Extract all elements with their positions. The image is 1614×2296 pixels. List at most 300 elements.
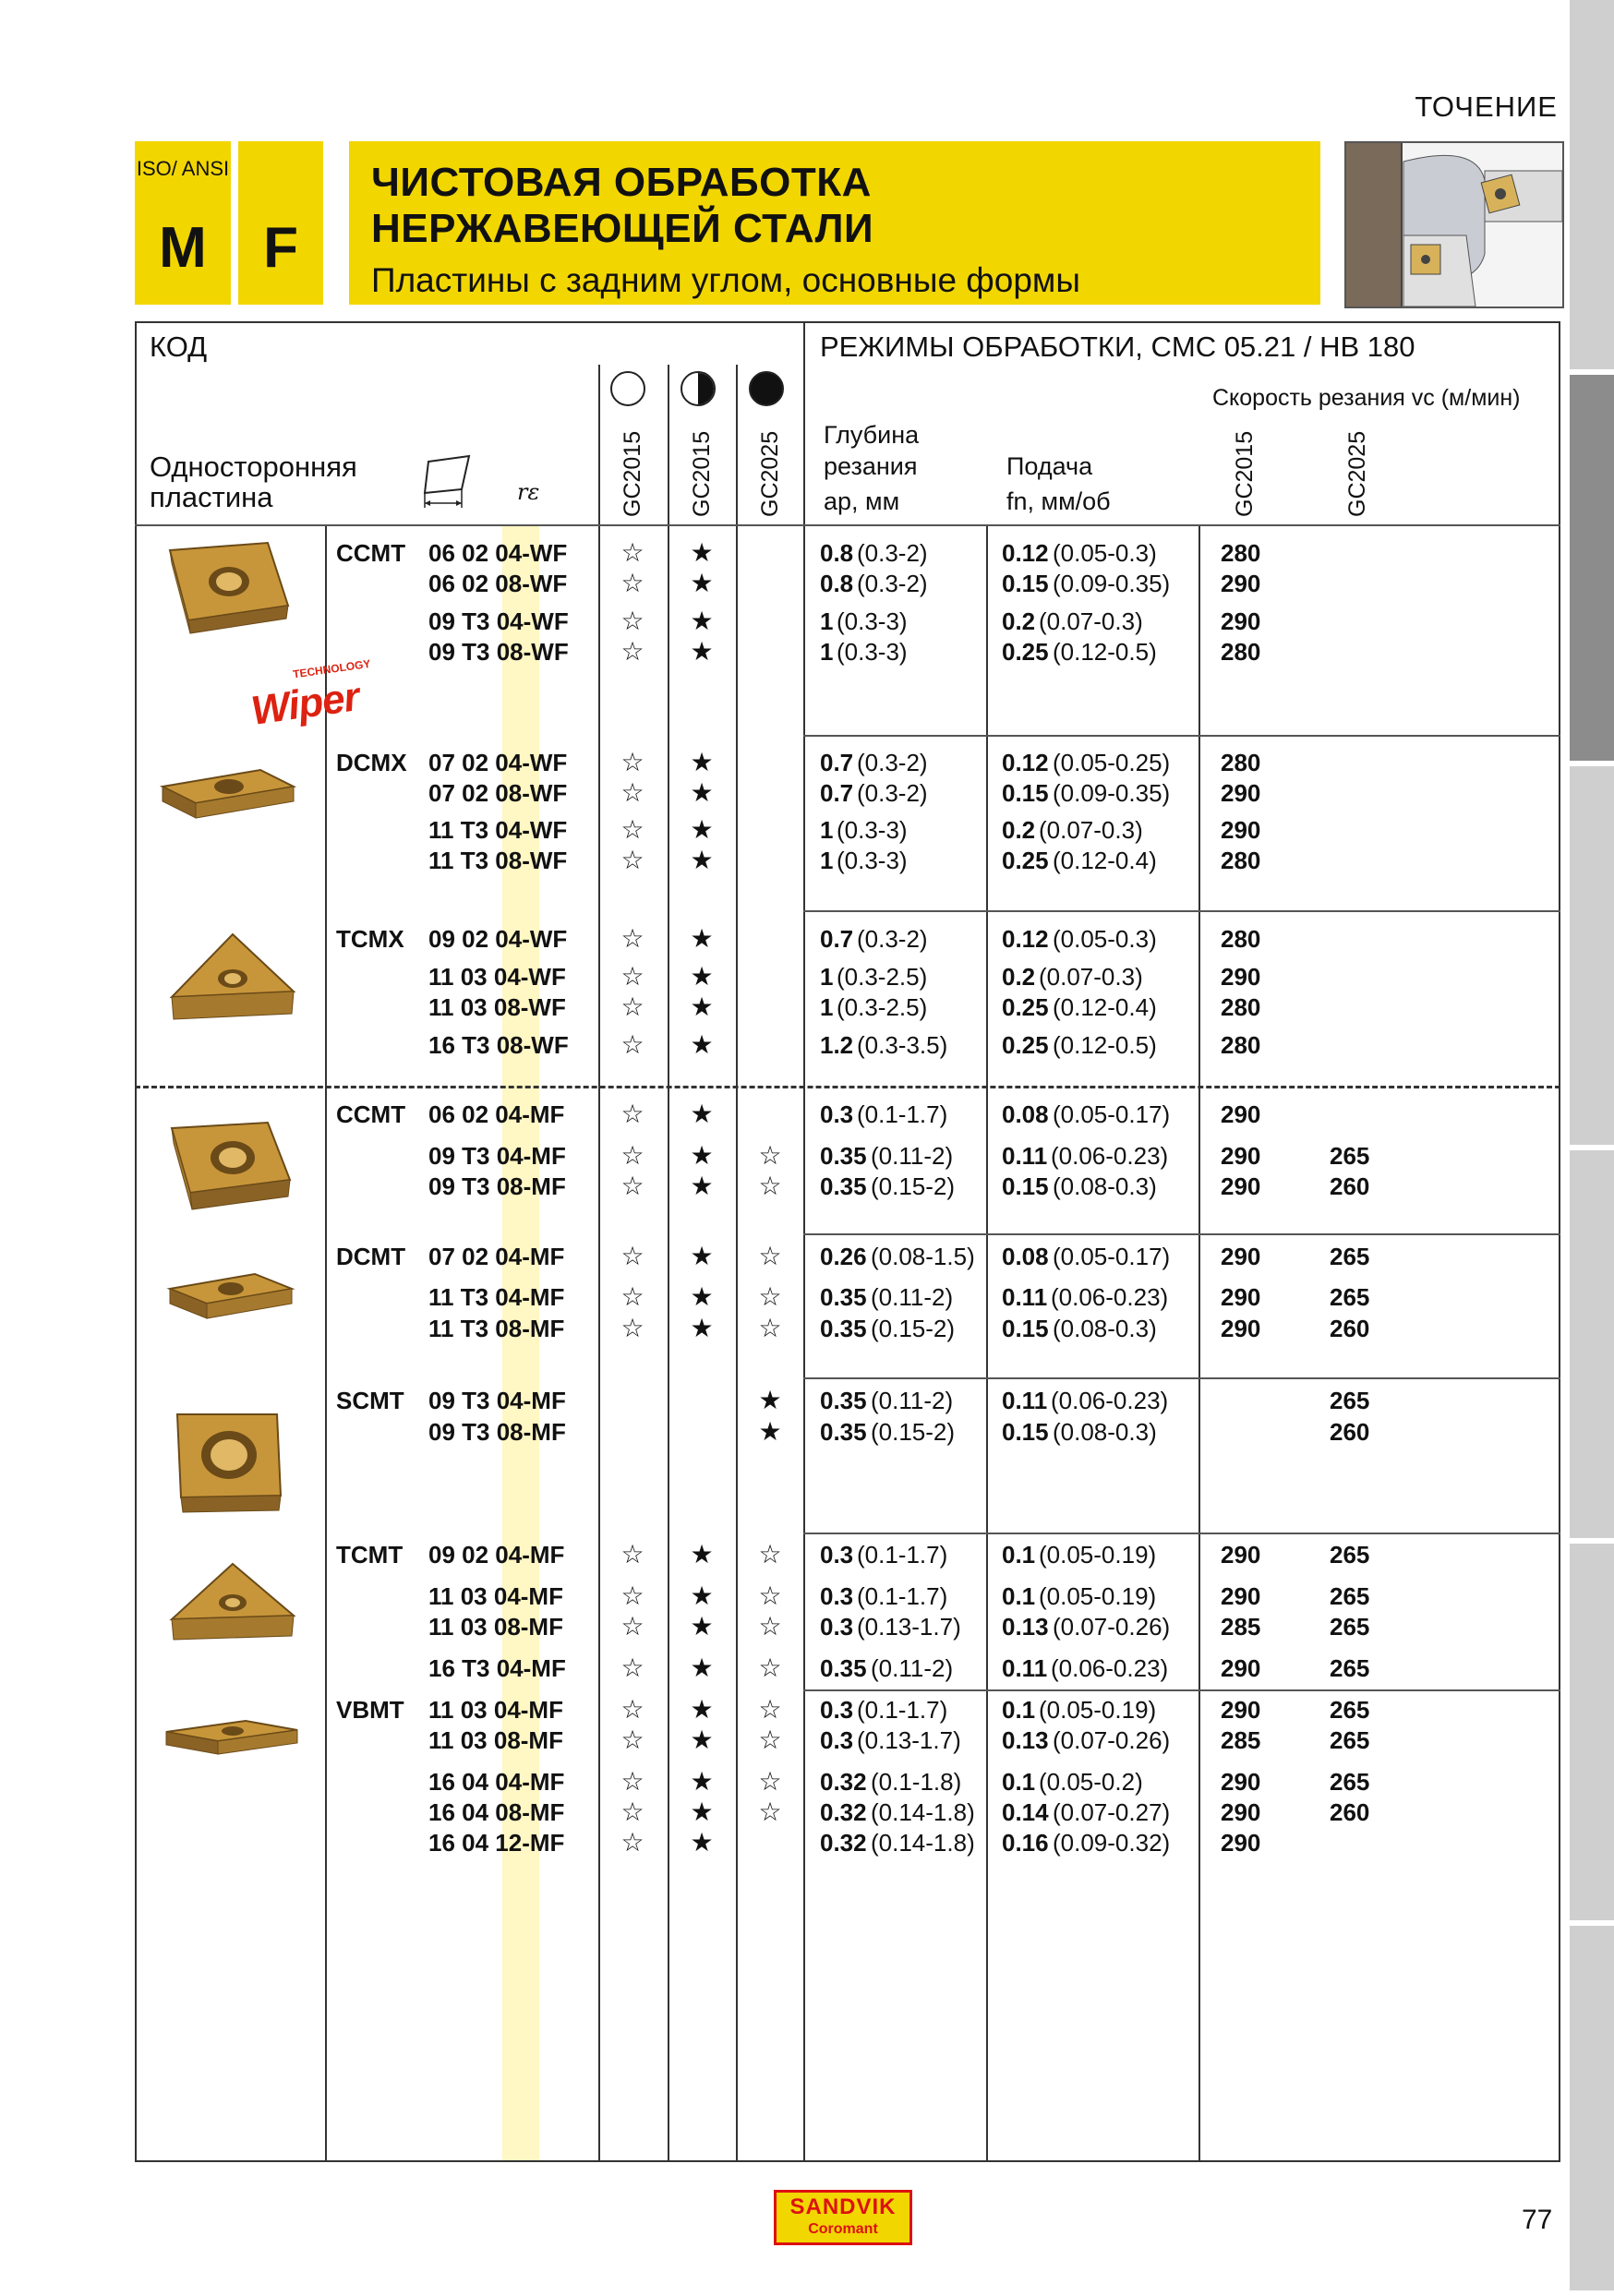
speed-gc2025: 260 [1330,1418,1370,1446]
col-divider-grade1 [668,365,669,2162]
grade1-mark: ☆ [620,1100,644,1128]
col-divider-feed [1198,526,1200,2162]
speed-gc2015: 280 [1221,539,1261,567]
speed-gc2015: 285 [1221,1726,1261,1754]
feed-value: 0.1 [1002,1696,1036,1724]
insert-code: 16 T3 04-MF [428,1654,566,1682]
speed-grade-label-2: GC2025 [1344,430,1370,517]
side-tab-1[interactable] [1570,0,1614,375]
insert-code: 06 02 04-MF [428,1100,565,1128]
depth-range: (0.3-2) [857,570,928,597]
speed-gc2025: 265 [1330,1726,1370,1754]
ccmt-wf-insert-icon [164,541,294,643]
feed-range: (0.08-0.3) [1053,1172,1157,1200]
speed-gc2025: 265 [1330,1582,1370,1610]
wiper-small-text: TECHNOLOGY [292,656,372,681]
depth-value: 0.32 [820,1829,867,1857]
feed-value: 0.15 [1002,570,1049,597]
insert-code: 11 03 08-MF [428,1726,563,1754]
speed-gc2015: 290 [1221,1798,1261,1826]
grade3-mark: ☆ [758,1653,782,1682]
insert-code: 16 T3 08-WF [428,1031,569,1059]
feed-value: 0.08 [1002,1243,1049,1270]
depth-range: (0.3-3.5) [857,1031,948,1059]
depth-range: (0.3-3) [837,816,908,844]
feed-range: (0.06-0.23) [1051,1283,1169,1311]
iso-label: ISO/ ANSI [136,157,230,180]
insert-length-icon [421,452,486,517]
speed-gc2015: 290 [1221,1315,1261,1342]
insert-code: 09 T3 04-MF [428,1142,566,1170]
feed-range: (0.05-0.17) [1053,1100,1171,1128]
grade2-mark: ★ [690,1797,714,1826]
col-divider-depth [986,526,988,2162]
depth-range: (0.3-3) [837,847,908,874]
speed-gc2015: 290 [1221,1696,1261,1724]
feed-range: (0.08-0.3) [1053,1418,1157,1446]
feed-value: 0.11 [1002,1283,1048,1311]
feed-range: (0.09-0.32) [1053,1829,1171,1857]
feed-value: 0.13 [1002,1726,1049,1754]
grade2-mark: ★ [690,637,714,666]
grade3-mark: ☆ [758,1797,782,1826]
speed-gc2015: 280 [1221,1031,1261,1059]
grade1-mark: ☆ [620,815,644,844]
grade3-mark: ☆ [758,1612,782,1641]
feed-value: 0.15 [1002,1172,1049,1200]
header-speed-label: Скорость резания vc (м/мин) [1212,385,1521,411]
grade2-mark: ★ [690,607,714,635]
insert-family: CCMT [336,1100,406,1128]
grade3-mark: ☆ [758,1540,782,1569]
side-tab-turning[interactable] [1570,375,1614,766]
grade1-mark: ☆ [620,569,644,597]
insert-code: 11 T3 04-MF [428,1283,565,1311]
speed-gc2015: 280 [1221,638,1261,666]
speed-gc2015: 290 [1221,1100,1261,1128]
speed-gc2025: 260 [1330,1172,1370,1200]
grade3-mark: ☆ [758,1725,782,1754]
grade3-mark: ☆ [758,1282,782,1311]
feed-value: 0.16 [1002,1829,1049,1857]
speed-gc2015: 290 [1221,1829,1261,1857]
depth-value: 0.7 [820,749,854,776]
section-label: ТОЧЕНИЕ [1415,90,1558,123]
header-bottom-line [135,524,1560,526]
insert-code: 11 03 08-WF [428,993,566,1021]
feed-range: (0.05-0.3) [1053,539,1157,567]
feed-range: (0.07-0.26) [1053,1613,1171,1641]
depth-value: 0.35 [820,1418,867,1446]
header-insert-type-1: Односторонняя [150,451,357,483]
col-divider-grade2 [736,365,738,2162]
side-tab-3[interactable] [1570,766,1614,1150]
depth-range: (0.15-2) [871,1315,956,1342]
depth-range: (0.1-1.7) [857,1100,948,1128]
feed-value: 0.25 [1002,1031,1049,1059]
grade3-mark: ★ [758,1417,782,1446]
col-divider-picture [325,526,327,2162]
depth-range: (0.1-1.7) [857,1582,948,1610]
grade2-mark: ★ [690,962,714,991]
depth-range: (0.3-2) [857,925,928,953]
insert-family: DCMT [336,1243,406,1270]
header-feed-2: fn, мм/об [1006,487,1111,515]
feed-value: 0.25 [1002,993,1049,1021]
feed-range: (0.06-0.23) [1051,1142,1169,1170]
grade2-mark: ★ [690,815,714,844]
depth-value: 0.8 [820,539,854,567]
grade1-mark: ☆ [620,1314,644,1342]
feed-value: 0.1 [1002,1582,1036,1610]
insert-code: 16 04 04-MF [428,1768,565,1796]
speed-gc2015: 290 [1221,779,1261,807]
grade2-mark: ★ [690,1653,714,1682]
depth-value: 0.35 [820,1142,867,1170]
grade3-mark: ☆ [758,1141,782,1170]
grade2-mark: ★ [690,1242,714,1270]
depth-range: (0.13-1.7) [857,1613,961,1641]
grade3-mark: ☆ [758,1767,782,1796]
dcmx-wf-insert-icon [159,759,297,833]
depth-range: (0.11-2) [871,1142,954,1170]
ccmt-mf-insert-icon [166,1119,295,1220]
depth-value: 0.35 [820,1283,867,1311]
insert-code: 11 03 08-MF [428,1613,563,1641]
depth-value: 0.32 [820,1798,867,1826]
speed-gc2015: 290 [1221,1582,1261,1610]
grade1-mark: ☆ [620,1540,644,1569]
grade2-mark: ★ [690,1100,714,1128]
insert-code: 06 02 08-WF [428,570,568,597]
depth-range: (0.3-2) [857,749,928,776]
depth-value: 0.3 [820,1541,854,1569]
grade1-mark: ☆ [620,1030,644,1059]
speed-gc2015: 290 [1221,963,1261,991]
feed-range: (0.05-0.25) [1053,749,1171,776]
speed-gc2015: 285 [1221,1613,1261,1641]
speed-grade-label-1: GC2015 [1232,430,1258,517]
grade1-mark: ☆ [620,1172,644,1200]
row-divider [803,1377,1560,1379]
grade1-mark: ☆ [620,748,644,776]
grade1-mark: ☆ [620,538,644,567]
feed-value: 0.12 [1002,539,1049,567]
insert-code: 09 T3 08-WF [428,638,569,666]
grade2-mark: ★ [690,924,714,953]
depth-value: 1 [820,993,834,1021]
row-divider [803,1233,1560,1235]
feed-range: (0.06-0.23) [1051,1654,1169,1682]
feed-range: (0.12-0.4) [1053,847,1157,874]
insert-code: 09 02 04-MF [428,1541,565,1569]
depth-range: (0.3-3) [837,607,908,635]
grade3-mark: ☆ [758,1242,782,1270]
insert-code: 07 02 04-MF [428,1243,565,1270]
wiper-text: Wiper [248,674,362,734]
feed-range: (0.07-0.27) [1053,1798,1171,1826]
grade1-mark: ☆ [620,1828,644,1857]
depth-range: (0.1-1.7) [857,1541,948,1569]
header-depth-1: Глубина [824,421,920,449]
depth-value: 1.2 [820,1031,854,1059]
insert-code: 07 02 04-WF [428,749,568,776]
feed-range: (0.05-0.3) [1053,925,1157,953]
grade1-mark: ☆ [620,1242,644,1270]
speed-gc2015: 290 [1221,570,1261,597]
speed-gc2025: 260 [1330,1315,1370,1342]
grade2-mark: ★ [690,1695,714,1724]
depth-range: (0.15-2) [871,1172,956,1200]
feed-value: 0.15 [1002,1418,1049,1446]
grade1-mark: ☆ [620,992,644,1021]
feed-range: (0.06-0.23) [1051,1387,1169,1414]
depth-range: (0.3-2) [857,779,928,807]
tool-holder-icon [1346,143,1562,307]
wf-mf-divider [135,1086,1560,1088]
grade2-mark: ★ [690,846,714,874]
feed-range: (0.07-0.3) [1039,816,1143,844]
depth-value: 1 [820,963,834,991]
grade2-mark: ★ [690,1767,714,1796]
feed-range: (0.07-0.3) [1039,607,1143,635]
feed-value: 0.15 [1002,779,1049,807]
grade1-mark: ☆ [620,637,644,666]
grade1-mark: ☆ [620,1725,644,1754]
depth-range: (0.08-1.5) [871,1243,975,1270]
grade3-mark: ☆ [758,1581,782,1610]
feed-value: 0.13 [1002,1613,1049,1641]
insert-family: TCMT [336,1541,404,1569]
feed-value: 0.14 [1002,1798,1049,1826]
insert-code: 09 T3 04-WF [428,607,569,635]
grade1-mark: ☆ [620,607,644,635]
grade2-mark: ★ [690,748,714,776]
feed-value: 0.2 [1002,963,1036,991]
feed-value: 0.2 [1002,816,1036,844]
insert-code: 11 03 04-MF [428,1696,563,1724]
grade1-mark: ☆ [620,924,644,953]
speed-gc2015: 280 [1221,925,1261,953]
speed-gc2025: 265 [1330,1696,1370,1724]
brand-name: SANDVIK [789,2194,897,2219]
grade2-mark: ★ [690,569,714,597]
grade2-mark: ★ [690,1612,714,1641]
grade1-mark: ☆ [620,1695,644,1724]
grade1-mark: ☆ [620,1282,644,1311]
speed-gc2015: 290 [1221,607,1261,635]
grade1-mark: ☆ [620,1612,644,1641]
speed-gc2025: 265 [1330,1613,1370,1641]
insert-code: 09 T3 04-MF [428,1387,566,1414]
feed-value: 0.12 [1002,749,1049,776]
feed-range: (0.12-0.5) [1053,1031,1157,1059]
insert-family: CCMT [336,539,406,567]
depth-range: (0.3-2) [857,539,928,567]
grade3-mark: ☆ [758,1172,782,1200]
page-number: 77 [1522,2205,1553,2235]
grade1-mark: ☆ [620,846,644,874]
speed-gc2025: 265 [1330,1768,1370,1796]
insert-family: DCMX [336,749,407,776]
header-cutting-data: РЕЖИМЫ ОБРАБОТКИ, CMC 05.21 / HB 180 [820,331,1415,363]
header-code: КОД [150,331,208,363]
grade2-mark: ★ [690,1172,714,1200]
depth-range: (0.11-2) [871,1654,954,1682]
grade1-mark: ☆ [620,962,644,991]
insert-code: 11 T3 08-MF [428,1315,565,1342]
page-title [371,160,873,252]
insert-code: 11 03 04-MF [428,1582,563,1610]
feed-value: 0.15 [1002,1315,1049,1342]
roughing-circle-icon [749,371,784,406]
row-divider [803,735,1560,737]
grade3-mark: ☆ [758,1314,782,1342]
tcmt-mf-insert-icon [168,1560,297,1653]
col-divider-code [598,365,600,2162]
feed-value: 0.25 [1002,638,1049,666]
row-divider [803,1533,1560,1534]
depth-value: 1 [820,638,834,666]
depth-range: (0.1-1.7) [857,1696,948,1724]
speed-gc2025: 265 [1330,1654,1370,1682]
grade3-mark: ★ [758,1386,782,1414]
grade2-mark: ★ [690,1828,714,1857]
side-tab-5[interactable] [1570,1544,1614,1926]
feed-value: 0.08 [1002,1100,1049,1128]
row-divider [803,910,1560,912]
speed-gc2015: 280 [1221,749,1261,776]
insert-code: 06 02 04-WF [428,539,568,567]
depth-range: (0.1-1.8) [871,1768,962,1796]
depth-value: 1 [820,816,834,844]
feed-value: 0.1 [1002,1768,1036,1796]
insert-code: 11 T3 04-WF [428,816,568,844]
application-box [238,141,323,305]
speed-gc2015: 290 [1221,1243,1261,1270]
feed-range: (0.05-0.2) [1039,1768,1143,1796]
title-line-2: НЕРЖАВЕЮЩЕЙ СТАЛИ [371,206,874,251]
feed-value: 0.11 [1002,1387,1048,1414]
insert-code: 09 T3 08-MF [428,1418,566,1446]
grade2-mark: ★ [690,1282,714,1311]
depth-range: (0.14-1.8) [871,1829,975,1857]
feed-value: 0.2 [1002,607,1036,635]
page-subtitle: Пластины с задним углом, основные формы [371,261,1080,299]
insert-code: 11 03 04-WF [428,963,566,991]
depth-range: (0.3-2.5) [837,993,928,1021]
feed-range: (0.12-0.5) [1053,638,1157,666]
feed-range: (0.07-0.3) [1039,963,1143,991]
insert-code: 09 T3 08-MF [428,1172,566,1200]
depth-value: 0.35 [820,1172,867,1200]
speed-gc2025: 260 [1330,1798,1370,1826]
side-tab-6[interactable] [1570,1926,1614,2296]
speed-gc2025: 265 [1330,1142,1370,1170]
depth-value: 1 [820,847,834,874]
depth-value: 0.3 [820,1582,854,1610]
depth-range: (0.3-2.5) [837,963,928,991]
depth-range: (0.14-1.8) [871,1798,975,1826]
grade2-mark: ★ [690,1725,714,1754]
feed-range: (0.05-0.19) [1039,1696,1157,1724]
feed-range: (0.12-0.4) [1053,993,1157,1021]
feed-range: (0.09-0.35) [1053,779,1171,807]
feed-range: (0.05-0.17) [1053,1243,1171,1270]
grade2-mark: ★ [690,1141,714,1170]
grade1-mark: ☆ [620,1141,644,1170]
feed-value: 0.12 [1002,925,1049,953]
grade2-mark: ★ [690,538,714,567]
grade2-mark: ★ [690,1540,714,1569]
header-insert-type-2: пластина [150,481,273,513]
feed-range: (0.08-0.3) [1053,1315,1157,1342]
grade1-mark: ☆ [620,1767,644,1796]
speed-gc2015: 290 [1221,816,1261,844]
col-divider-grade3 [803,321,805,2162]
iso-material-box [135,141,231,305]
depth-range: (0.13-1.7) [857,1726,961,1754]
depth-value: 0.7 [820,779,854,807]
grade-label-1: GC2015 [620,430,645,517]
grade2-mark: ★ [690,1314,714,1342]
insert-family: SCMT [336,1387,404,1414]
depth-value: 0.35 [820,1387,867,1414]
material-code: M [159,216,207,280]
grade1-mark: ☆ [620,1797,644,1826]
side-tab-4[interactable] [1570,1150,1614,1544]
feed-range: (0.05-0.19) [1039,1582,1157,1610]
speed-gc2015: 290 [1221,1654,1261,1682]
grade3-mark: ☆ [758,1695,782,1724]
grade1-mark: ☆ [620,778,644,807]
header-radius-symbol: rε [517,479,540,505]
depth-value: 0.32 [820,1768,867,1796]
feed-value: 0.25 [1002,847,1049,874]
grade-label-3: GC2025 [757,430,783,517]
application-code: F [263,216,298,280]
depth-range: (0.11-2) [871,1387,954,1414]
feed-range: (0.07-0.26) [1053,1726,1171,1754]
speed-gc2015: 290 [1221,1541,1261,1569]
speed-gc2025: 265 [1330,1243,1370,1270]
depth-range: (0.3-3) [837,638,908,666]
grade1-mark: ☆ [620,1581,644,1610]
grade2-mark: ★ [690,1581,714,1610]
depth-value: 0.3 [820,1100,854,1128]
grade2-mark: ★ [690,778,714,807]
row-divider [803,1689,1560,1691]
tcmx-wf-insert-icon [168,931,297,1032]
grade2-mark: ★ [690,992,714,1021]
header-depth-2: резания [824,452,918,480]
depth-range: (0.11-2) [871,1283,954,1311]
grade2-mark: ★ [690,1030,714,1059]
insert-family: VBMT [336,1696,404,1724]
brand-subname: Coromant [808,2221,878,2237]
insert-family: TCMX [336,925,404,953]
side-tabs [1570,0,1614,2290]
depth-range: (0.15-2) [871,1418,956,1446]
speed-gc2015: 290 [1221,1283,1261,1311]
insert-code: 16 04 08-MF [428,1798,565,1826]
feed-range: (0.09-0.35) [1053,570,1171,597]
depth-value: 0.26 [820,1243,867,1270]
depth-value: 1 [820,607,834,635]
feed-value: 0.11 [1002,1654,1048,1682]
feed-value: 0.11 [1002,1142,1048,1170]
feed-value: 0.1 [1002,1541,1036,1569]
